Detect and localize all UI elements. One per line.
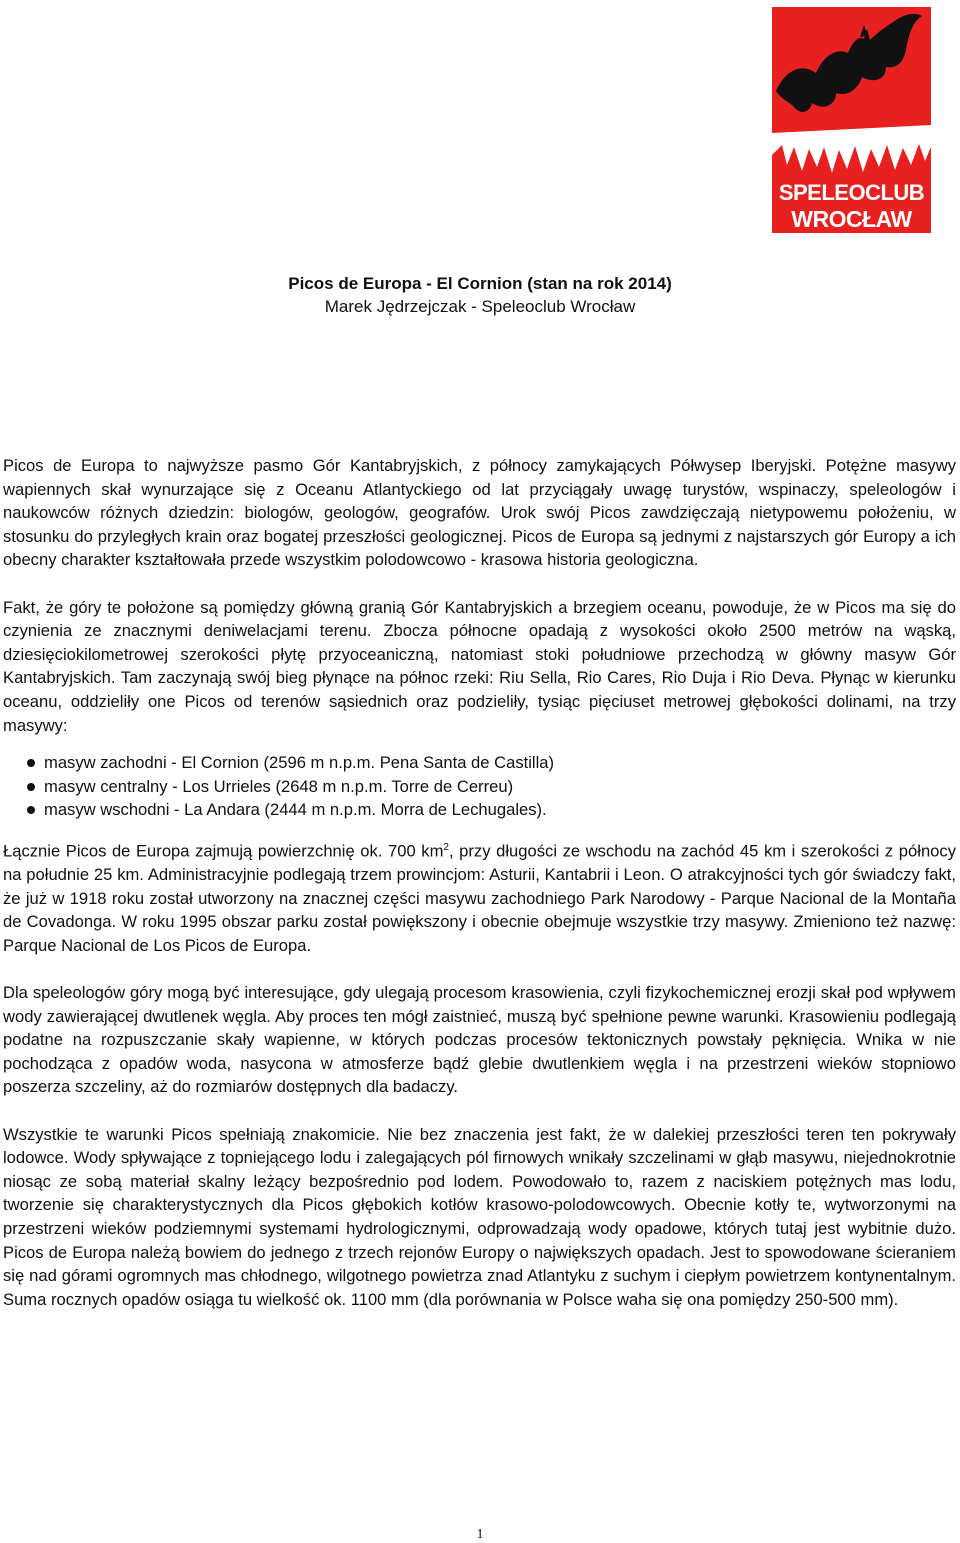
bat-icon [772,7,931,182]
page-number: 1 [476,1527,484,1542]
document-author: Marek Jędrzejczak - Speleoclub Wrocław [324,297,636,316]
document-title: Picos de Europa - El Cornion (stan na rok 2014) [288,274,672,293]
paragraph-terrain: Fakt, że góry te położone są pomiędzy główną granią Gór Kantabryjskich a brzegiem oceanu, powoduje, że w Picos ma się do czynienia ze znacznymi deniwelacjami terenu. Zbocza północne opadają z wysokości około 2500 metrów na wąską, dziesięciokilometrowej szerokości płytę przyoceaniczną, natomiast stoki południowe przechodzą w główny masyw Gór Kantabryjskich. Tam zaczynają swój bieg płynące na północ rzeki: Riu Sella, Rio Cares, Rio Duja i Rio Deva. Płynąc w kierunku oceanu, oddzieliły one Picos od terenów sąsiednich oraz podzieliły, tysiąc pięciuset metrowej głębokości dolinami, na trzy masywy: [3,597,956,735]
bullet-icon [27,806,35,814]
list-item-text: masyw centralny - Los Urrieles (2648 m n.p.m. Torre de Cerreu) [44,776,514,796]
speleoclub-logo [772,7,931,233]
logo-text-line1: SPELEOCLUB [778,180,925,205]
list-item [3,775,956,799]
logo-text-line2: WROCŁAW [791,206,912,232]
paragraph-intro: Picos de Europa to najwyższe pasmo Gór Kantabryjskich, z północy zamykających Półwysep Iberyjski. Potężne masywy wapiennych skał wynurzające się z Oceanu Atlantyckiego od lat przyciągały uwagę turystów, wspinaczy, speleologów i naukowców różnych dziedzin: biologów, geologów, geografów. Urok swój Picos zawdzięczają nietypowemu położeniu, w stosunku do przyległych krain oraz bogatej przeszłości geologicznej. Picos de Europa są jednymi z najstarszych gór Europy a ich obecny charakter kształtowała przede wszystkim polodowcowo - krasowa historia geologiczna. [3,456,956,570]
list-item [3,798,956,822]
document-header [0,272,960,318]
paragraph-area-end: , przy długości ze wschodu na zachód 45 km i szerokości z północy na południe 25 km. Administracyjnie podlegają trzem prowincjom: Asturii, Kantabrii i Leon. O atrakcyjności tych gór świadczy fakt, że już w 1918 roku został utworzony na znacznej części masywu zachodniego Park Narodowy - Parque Nacional de la Montaña de Covadonga. W roku 1995 obszar parku został powiększony i obecnie obejmuje wszystkie trzy masywy. Zmieniono też nazwę: Parque Nacional de Los Picos de Europa. [3,841,956,955]
paragraph-area-start: Łącznie Picos de Europa zajmują powierzchnię ok. 700 km [3,841,444,861]
paragraph-karst: Dla speleologów góry mogą być interesujące, gdy ulegają procesom krasowienia, czyli fizykochemicznej erozji skał pod wpływem wody zawierającej dwutlenek węgla. Aby proces ten mógł zaistnieć, muszą być spełnione pewne warunki. Krasowieniu podlegają podatne na rozpuszczanie skały wapienne, w których podczas procesów tektonicznych powstały pęknięcia. Wnika w nie pochodząca z opadów woda, nasycona w atmosferze bądź glebie dwutlenkiem węgla i na przestrzeni wieków stopniowo poszerza szczeliny, aż do rozmiarów dostępnych dla badaczy. [3,983,956,1097]
list-item-text: masyw wschodni - La Andara (2444 m n.p.m. Morra de Lechugales). [44,800,547,820]
list-item-text: masyw zachodni - El Cornion (2596 m n.p.m. Pena Santa de Castilla) [44,753,555,773]
superscript: 2 [443,841,449,853]
massif-list [3,751,956,822]
paragraph-area [3,836,956,958]
bullet-icon [27,783,35,791]
document-body [3,454,956,1335]
list-item [3,751,956,775]
bullet-icon [27,759,35,767]
paragraph-glaciers: Wszystkie te warunki Picos spełniają znakomicie. Nie bez znaczenia jest fakt, że w dalekiej przeszłości teren ten pokrywały lodowce. Wody spływające z topniejącego lodu i zalegających pól firnowych wnikały szczelinami w głąb masywu, niejednokrotnie niosąc ze sobą materiał skalny leżący bezpośrednio pod lodem. Powodowało to, razem z naciskiem potężnych mas lodu, tworzenie się charakterystycznych dla Picos głębokich kotłów krasowo-polodowcowych. Obecnie kotły te, wytworzonymi na przestrzeni wieków podziemnymi systemami hydrologicznymi, odprowadzają wody opadowe, których tutaj jest wybitnie dużo. Picos de Europa należą bowiem do jednego z trzech rejonów Europy o największych opadach. Jest to spowodowane ścieraniem się nad górami ogromnych mas chłodnego, wilgotnego powietrza znad Atlantyku z suchym i ciepłym powietrzem kontynentalnym. Suma rocznych opadów osiąga tu wielkość ok. 1100 mm (dla porównania w Polsce waha się ona pomiędzy 250-500 mm). [3,1124,956,1309]
